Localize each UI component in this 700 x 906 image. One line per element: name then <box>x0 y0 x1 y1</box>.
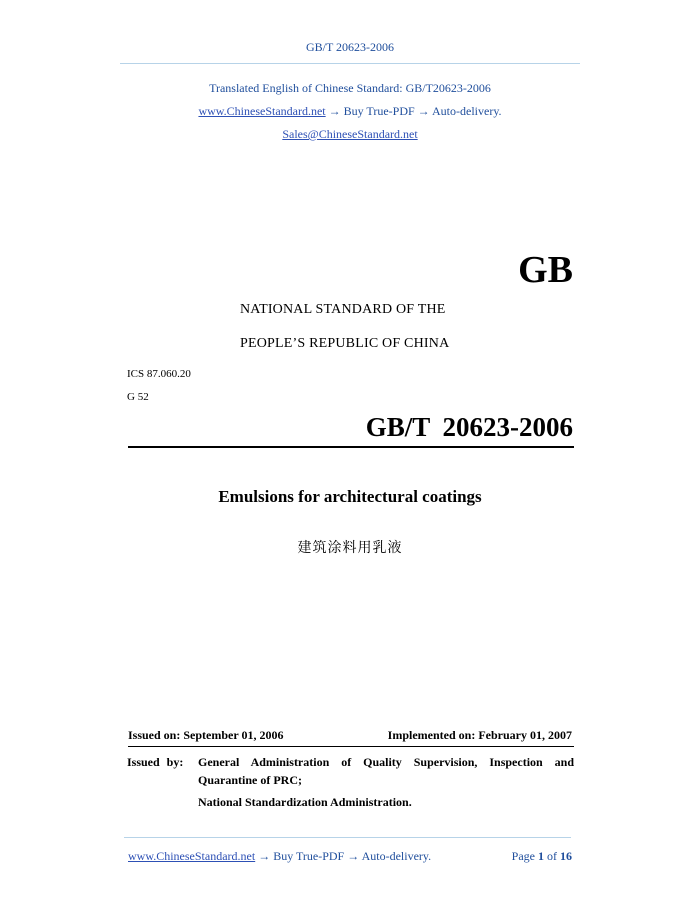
title-chinese: 建筑涂料用乳液 <box>297 540 403 556</box>
footer-promo <box>128 849 431 864</box>
translation-notice: Translated English of Chinese Standard: GB/T20623-2006 <box>209 81 491 95</box>
arrow-icon: → <box>258 849 271 863</box>
arrow-icon: → <box>347 849 360 863</box>
issuer-2: National Standardization Administration. <box>198 795 412 809</box>
buy-text: Buy True-PDF <box>343 104 415 118</box>
page-current: 1 <box>538 849 544 863</box>
issued-by-label: Issued by: <box>127 755 184 769</box>
issuer-1: General Administration of Quality Supervision, Inspection and Quarantine of PRC; <box>198 755 574 787</box>
sales-email-link[interactable]: Sales@ChineseStandard.net <box>282 127 418 141</box>
national-standard-line-2: PEOPLE’S REPUBLIC OF CHINA <box>240 336 450 351</box>
arrow-icon: → <box>417 104 430 118</box>
title-english: Emulsions for architectural coatings <box>218 487 482 506</box>
title-divider <box>128 446 574 448</box>
issue-divider <box>128 746 574 747</box>
standard-number: GB/T 20623-2006 <box>365 412 573 442</box>
footer-divider <box>124 837 571 838</box>
email-line <box>0 127 700 142</box>
promo-line <box>0 104 700 119</box>
issued-on-date: Issued on: September 01, 2006 <box>128 728 284 742</box>
of-word: of <box>547 849 557 863</box>
national-standard-line-1: NATIONAL STANDARD OF THE <box>240 302 446 317</box>
page-indicator <box>512 849 572 864</box>
footer-buy-text: Buy True-PDF <box>273 849 345 863</box>
page-total: 16 <box>560 849 572 863</box>
running-header: GB/T 20623-2006 <box>305 40 395 54</box>
ics-code: ICS 87.060.20 <box>127 368 191 380</box>
implemented-on-date: Implemented on: February 01, 2007 <box>387 728 572 742</box>
ccs-code: G 52 <box>127 391 149 403</box>
site-link[interactable]: www.ChineseStandard.net <box>198 104 326 118</box>
footer-site-link[interactable]: www.ChineseStandard.net <box>128 849 256 863</box>
gb-logo: GB <box>518 249 573 291</box>
arrow-icon: → <box>328 104 341 118</box>
footer-delivery-text: Auto-delivery. <box>361 849 432 863</box>
header-divider <box>120 63 580 64</box>
page-word: Page <box>511 849 535 863</box>
delivery-text: Auto-delivery. <box>432 104 502 118</box>
